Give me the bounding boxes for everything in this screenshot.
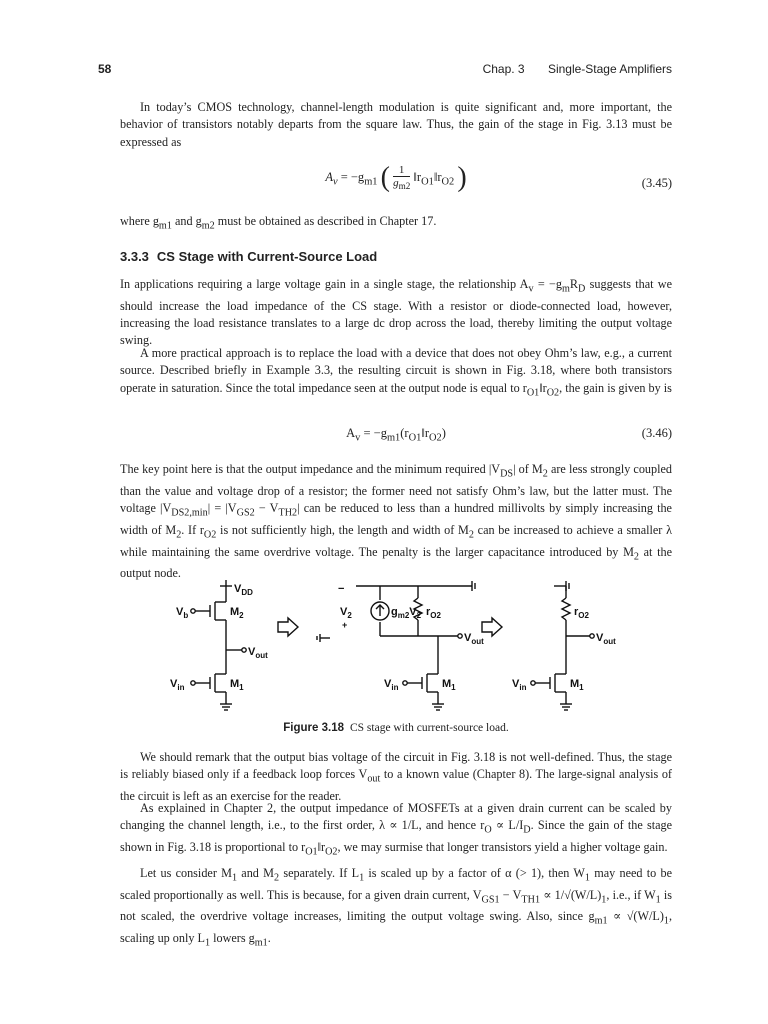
section-title: CS Stage with Current-Source Load	[156, 249, 378, 264]
label-vout: $V_{out}$	[248, 646, 268, 660]
chapter-title: Single-Stage Amplifiers	[547, 62, 672, 76]
running-head	[463, 62, 672, 76]
section-heading	[120, 249, 385, 264]
vout-terminal-2	[458, 634, 462, 638]
paragraph-5: The key point here is that the output impedance and the minimum required $|V_{DS}|$ of $M_2$ are less strongly coupled than the value and voltage drop of a resistor; the former need not satisfy Ohm’s law, but the latter must. The voltage $|V_{DS2,min}| = |V_{GS2} - V_{TH2}|$ can be reduced to less than a hundred millivolts by simply increasing the width of $M_2$. If $r_{O2}$ is not sufficiently high, the length and width of $M_2$ can be increased to achieve a smaller λ while maintaining the same overdrive voltage. The penalty is the larger capacitance introduced by $M_2$ at the output node.	[120, 462, 672, 581]
paragraph-2: where $g_{m1}$ and $g_{m2}$ must be obtained as described in Chapter 17.	[120, 214, 437, 232]
label-vout-3: $V_{out}$	[596, 632, 616, 646]
section-number: 3.3.3	[120, 249, 149, 264]
label-vout-2: $V_{out}$	[464, 632, 484, 646]
paragraph-8: Let us consider $M_1$ and $M_2$ separately. If $L_1$ is scaled up by a factor of α (> 1), then $W_1$ may need to be scaled proportionally as well. This is because, for a given drain current, $V_{GS1} - V_{TH1} \propto 1/√(W/L)_1$, i.e., if $W_1$ is not scaled, the overdrive voltage increases, limiting the output voltage swing. Also, since $g_{m1} \propto √(W/L)_1$, scaling up only $L_1$ lowers $g_{m1}$.	[120, 866, 672, 949]
equation-3-45	[120, 162, 672, 206]
label-m2: $M_2$	[230, 606, 244, 620]
equation-3-45-body: $A_v = -g_{m1}$ ( $\frac{1}{g_{m2}}$ $‖r_{O1}‖r_{O2}$ )	[325, 162, 467, 193]
paragraph-4: A more practical approach is to replace the load with a device that does not obey Ohm’s law, e.g., a current source. Described briefly in Example 3.3, the resulting circuit is shown in Fig. 3.18, where both transistors operate in saturation. Since the total impedance seen at the output node is equal to $r_{O1}‖r_{O2}$, the gain is given by is	[120, 346, 672, 399]
paragraph-3: In applications requiring a large voltage gain in a single stage, the relationship $A_v = -g_mR_D$ suggests that we should increase the load impedance of the CS stage. With a resistor or diode-connected load, however, increasing the load resistance translates to a large dc drop across the load, thereby limiting the output voltage swing.	[120, 277, 673, 348]
label-ro2-3: $r_{O2}$	[574, 606, 589, 620]
label-ro2: $r_{O2}$	[426, 606, 441, 620]
ro2-resistor-3	[562, 598, 570, 620]
label-vin-2: $V_{in}$	[384, 678, 399, 692]
label-gm2v2: $g_{m2}V_2$	[391, 606, 422, 620]
equation-3-46-body: $A_v$ = $-g_{m1}(r_{O1}‖r_{O2})$	[346, 426, 446, 444]
paragraph-1: In today’s CMOS technology, channel-length modulation is quite significant and, more important, the behavior of transistors notably departs from the square law. Thus, the gain of the stage in Fig. 3.13 must be expressed as	[120, 100, 672, 149]
label-vin: $V_{in}$	[170, 678, 185, 692]
paragraph-7: As explained in Chapter 2, the output impedance of MOSFETs at a given drain current can be scaled by changing the channel length, i.e., to the first order, λ ∝ 1/L, and hence $r_O \propto L/I_D$. Since the gain of the stage shown in Fig. 3.18 is proportional to $r_{O1}‖r_{O2}$, we may surmise that longer transistors yield a higher voltage gain.	[120, 801, 672, 858]
page-header	[98, 62, 672, 78]
label-m1-3: $M_1$	[570, 678, 584, 692]
equation-number: (3.46)	[641, 426, 672, 440]
transform-arrow-2	[482, 618, 502, 636]
equation-fraction: $\frac{1}{g_{m2}}$	[393, 164, 411, 192]
label-minus: −	[338, 583, 345, 595]
equation-3-46	[120, 426, 672, 448]
equation-number: (3.45)	[641, 176, 672, 190]
figure-label: Figure 3.18	[283, 722, 344, 734]
vout-terminal	[242, 648, 246, 652]
transform-arrow	[278, 618, 298, 636]
circuit-diagram	[170, 578, 616, 718]
label-vdd: $V_{DD}$	[234, 583, 253, 597]
label-m1-2: $M_1$	[442, 678, 456, 692]
paragraph-6: We should remark that the output bias voltage of the circuit in Fig. 3.18 is not well-defined. Thus, the stage is reliably biased only if a feedback loop forces $V_{out}$ to a known value (Chapter 8). The large-signal analysis of the circuit is left as an exercise for the reader.	[120, 750, 672, 804]
vin-terminal	[191, 681, 195, 685]
label-plus: +	[342, 620, 348, 630]
label-vb: $V_b$	[176, 606, 189, 620]
figure-caption	[120, 722, 672, 734]
label-v2: $V_2$	[340, 606, 352, 620]
label-m1: $M_1$	[230, 678, 244, 692]
figure-caption-text: CS stage with current-source load.	[349, 722, 509, 734]
label-vin-3: $V_{in}$	[512, 678, 527, 692]
figure-3-18	[170, 578, 616, 718]
chapter-label: Chap. 3	[482, 62, 525, 76]
page-number: 58	[98, 62, 112, 76]
